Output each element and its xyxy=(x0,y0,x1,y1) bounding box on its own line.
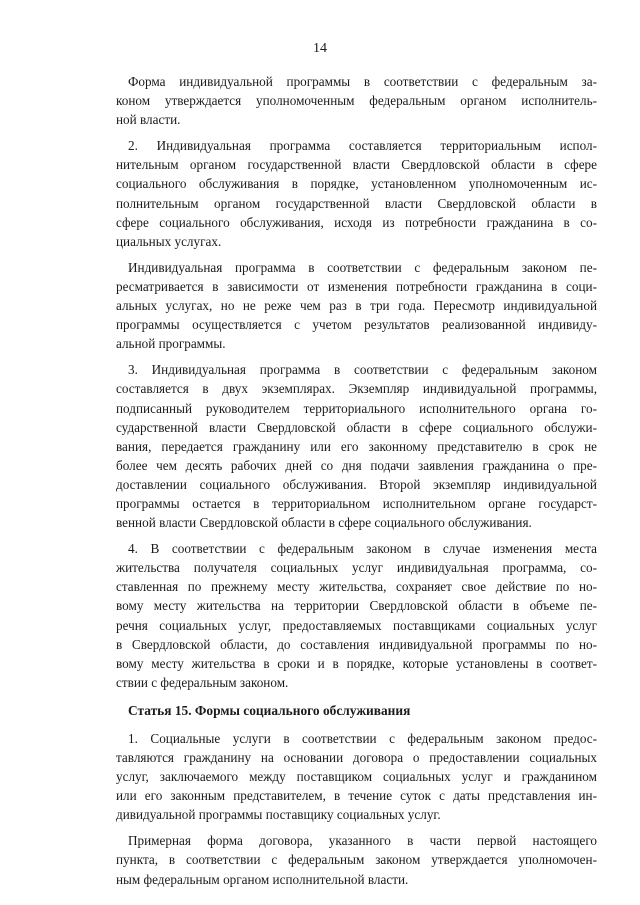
paragraph xyxy=(116,831,597,888)
text-line: нительным органом государственной власти Свердловской области в сфере xyxy=(116,157,597,173)
text-line: ствии с федеральным законом. xyxy=(116,674,289,690)
text-line: составляется в двух экземплярах. Экземпляр индивидуальной программы, xyxy=(116,381,597,397)
text-line: Индивидуальная программа в соответствии с федеральным законом пе- xyxy=(128,259,597,275)
text-line: вания, передается гражданину или его законному представителю в срок не xyxy=(116,438,597,454)
text-line: 3. Индивидуальная программа в соответствии с федеральным законом xyxy=(128,362,597,378)
text-line: 2. Индивидуальная программа составляется территориальным испол- xyxy=(128,138,597,154)
paragraph xyxy=(116,258,597,353)
article-14-section xyxy=(116,72,597,692)
text-line: сударственной власти Свердловской области в сфере социального обслужи- xyxy=(116,419,597,435)
text-line: вому месту жительства в сроки и в порядке, которые установлены в соответ- xyxy=(116,655,597,671)
text-line: пункта, в соответствии с федеральным законом утверждается уполномочен- xyxy=(116,852,597,868)
text-line: сфере социального обслуживания, исходя из потребности гражданина в со- xyxy=(116,214,597,230)
text-line: программы остается в территориальном исполнительном органе государст- xyxy=(116,495,597,511)
text-line: речня социальных услуг, предоставляемых поставщиками социальных услуг xyxy=(116,617,597,633)
text-line: коном утверждается уполномоченным федеральным органом исполнитель- xyxy=(116,93,597,109)
text-line: программы осуществляется с учетом результатов реализованной индивиду- xyxy=(116,317,597,333)
text-line: 1. Социальные услуги в соответствии с федеральным законом предос- xyxy=(128,730,597,746)
text-line: ресматривается в зависимости от изменения потребности гражданина в соци- xyxy=(116,278,597,294)
text-line: вому месту жительства на территории Свердловской области в объеме пе- xyxy=(116,598,597,614)
text-line: дивидуальной программы поставщику социальных услуг. xyxy=(116,807,441,823)
text-line: более чем десять рабочих дней со дня подачи заявления гражданина о пре- xyxy=(116,457,597,473)
text-line: жительства получателя социальных услуг индивидуальная программа, со- xyxy=(116,560,597,576)
text-line: доставлении социального обслуживания. Второй экземпляр индивидуальной xyxy=(116,476,597,492)
text-line: циальных услугах. xyxy=(116,233,222,249)
paragraph xyxy=(116,729,597,824)
text-line: альных услугах, но не реже чем раз в три года. Пересмотр индивидуальной xyxy=(116,298,597,314)
page-number: 14 xyxy=(313,41,327,56)
text-line: ным федеральным органом исполнительной власти. xyxy=(116,871,409,887)
document-body xyxy=(116,72,597,896)
paragraph xyxy=(116,360,597,532)
article-heading: Статья 15. Формы социального обслуживания xyxy=(128,702,411,718)
text-line: альной программы. xyxy=(116,336,226,352)
text-line: в Свердловской области, до составления индивидуальной программы по но- xyxy=(116,636,597,652)
text-line: социального обслуживания в порядке, установленном уполномоченным ис- xyxy=(116,176,597,192)
text-line: ной власти. xyxy=(116,112,181,128)
text-line: полнительным органом государственной власти Свердловской области в xyxy=(116,195,597,211)
paragraph xyxy=(116,72,597,129)
paragraph xyxy=(116,539,597,692)
text-line: услуг, заключаемого между поставщиком социальных услуг и гражданином xyxy=(116,769,597,785)
text-line: ставленная по прежнему месту жительства, сохраняет свое действие по но- xyxy=(116,579,597,595)
text-line: Форма индивидуальной программы в соответствии с федеральным за- xyxy=(128,74,597,89)
article-15-section xyxy=(116,729,597,889)
text-line: или его законным представителем, в течение суток с даты представления ин- xyxy=(116,788,597,804)
paragraph xyxy=(116,136,597,251)
text-line: 4. В соответствии с федеральным законом в случае изменения места xyxy=(128,541,597,557)
text-line: подписанный руководителем территориального исполнительного органа го- xyxy=(116,400,597,416)
text-line: тавляются гражданину на основании договора о предоставлении социальных xyxy=(116,750,597,765)
text-line: венной власти Свердловской области в сфере социального обслуживания. xyxy=(116,515,532,531)
text-line: Примерная форма договора, указанного в части первой настоящего xyxy=(128,833,597,849)
